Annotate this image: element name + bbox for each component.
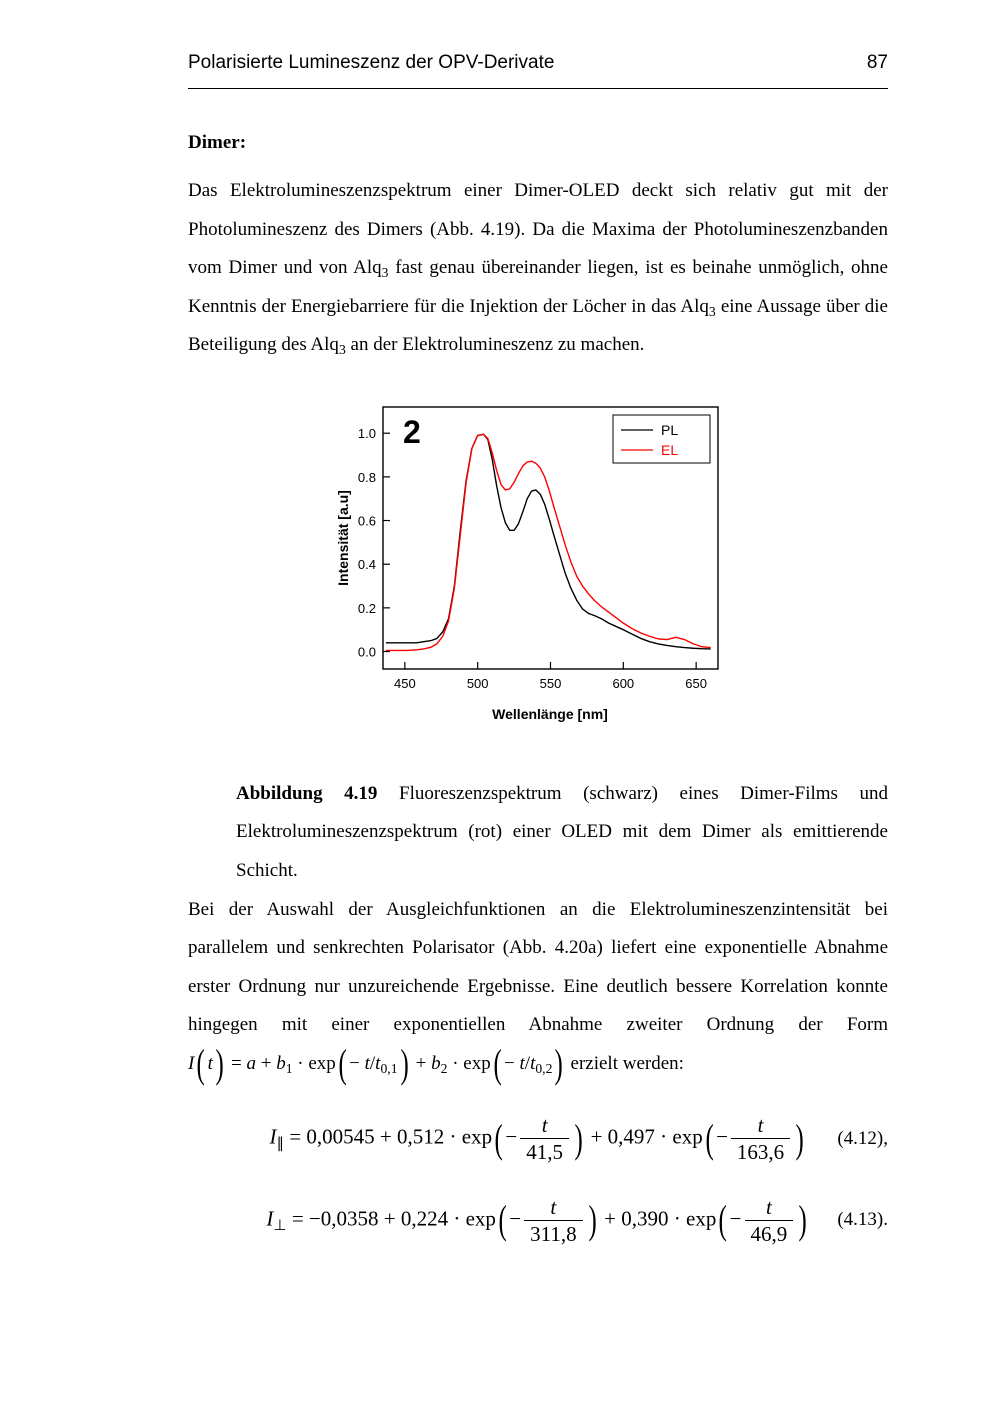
equation-4-12: $I_\parallel = 0,00545 + 0,512 \cdot \exp$( − $\frac{t}{41,5}$ ) + 0,497 · exp( − $\frac{t}{163,6}$ ) bbox=[269, 1113, 804, 1165]
paragraph-2-part-a: Bei der Auswahl der Ausgleichfunktionen an die Elektrolumineszenzintensität bei parallelem und senkrechten Polarisator (Abb. 4.20a) liefert eine exponentielle Abnahme erster Ordnung nur unzureichende Ergebnisse. Eine deutlich bessere Korrelation konnte hingegen mit einer exponentiellen Abnahme zweiter Ordnung der Form bbox=[188, 898, 888, 1036]
header-divider bbox=[188, 88, 888, 89]
eq-4-12-frac-1-den: 41,5 bbox=[520, 1138, 569, 1164]
eq-4-12-frac-2 bbox=[731, 1113, 790, 1164]
figure-caption-text: Fluoreszenzspektrum (schwarz) eines Dimer-Films und Elektrolumineszenzspektrum (rot) einer OLED mit dem Dimer als emittierende Schicht. bbox=[236, 782, 889, 881]
paragraph-2-part-b: erzielt werden: bbox=[570, 1052, 684, 1074]
paragraph-1-part-b: fast genau übereinander liegen, ist es beinahe unmöglich, ohne Kenntnis der Energiebarriere für die Injektion der Löcher in das Alq bbox=[188, 257, 888, 317]
x-tick-label: 550 bbox=[539, 675, 562, 691]
eq-4-13-frac-2 bbox=[745, 1195, 794, 1246]
eq-4-13-frac-1-den: 311,8 bbox=[524, 1220, 582, 1246]
eq-4-12-frac-1 bbox=[520, 1113, 569, 1164]
x-tick-label: 600 bbox=[612, 675, 635, 691]
equation-4-12-row bbox=[188, 1113, 888, 1164]
y-tick-label: 0.8 bbox=[357, 469, 376, 485]
eq-4-13-lhs-sub: ⊥ bbox=[273, 1217, 287, 1234]
inline-formula: I( $t) = a + b_1 \cdot \exp( - t/t_{0,1}) + b_2 \cdot \exp( - t/t_{0,2})$ bbox=[188, 1040, 564, 1086]
paragraph-2 bbox=[188, 891, 888, 1084]
alq-subscript-3: 3 bbox=[338, 342, 346, 358]
eq-4-12-number: (4.12), bbox=[837, 1127, 888, 1149]
eq-4-13-frac-2-num: t bbox=[765, 1194, 772, 1219]
paragraph-1-part-c: eine Aussage über die Beteiligung des Alq bbox=[188, 295, 888, 356]
eq-4-12-frac-2-num: t bbox=[757, 1113, 764, 1138]
paragraph-1 bbox=[188, 172, 888, 365]
equation-4-13: $I_\perp = -0,0358 + 0,224 \cdot \exp$( − $\frac{t}{311,8}$ ) + 0,390 · exp( − $\frac{t}{46,9}$ ) bbox=[266, 1194, 808, 1246]
figure-caption bbox=[236, 775, 888, 891]
chart-annotation-label: 2 bbox=[403, 413, 421, 450]
eq-4-13-rhs-const: = −0,0358 + 0,224 · exp bbox=[291, 1206, 496, 1231]
alq-subscript-1: 3 bbox=[381, 264, 389, 280]
x-tick-label: 450 bbox=[393, 675, 416, 691]
x-tick-label: 500 bbox=[466, 675, 489, 691]
y-tick-label: 0.6 bbox=[357, 513, 376, 529]
paragraph-1-part-d: an der Elektrolumineszenz zu machen. bbox=[345, 334, 645, 356]
eq-4-13-frac-1 bbox=[524, 1195, 582, 1246]
paragraph-1-part-a: Das Elektrolumineszenzspektrum einer Dimer-OLED deckt sich relativ gut mit der Photolumineszenz des Dimers (Abb. 4.19). Da die Maxima der Photolumineszenzbanden vom Dimer und von Alq bbox=[188, 180, 888, 279]
figure-4-19 bbox=[188, 387, 888, 757]
equation-4-13-row bbox=[188, 1195, 888, 1246]
chart-canvas bbox=[328, 387, 748, 757]
eq-4-12-rhs-const: = 0,00545 + 0,512 · exp bbox=[289, 1124, 493, 1149]
eq-4-12-lhs: I bbox=[269, 1124, 277, 1149]
chart-legend bbox=[613, 415, 710, 463]
chart-x-axis-title: Wellenlänge [nm] bbox=[492, 705, 608, 722]
figure-caption-label: Abbildung 4.19 bbox=[236, 782, 378, 804]
eq-4-13-mid: + 0,390 · exp bbox=[604, 1206, 717, 1231]
eq-4-13-number: (4.13). bbox=[837, 1209, 888, 1231]
eq-4-12-frac-2-den: 163,6 bbox=[731, 1138, 790, 1164]
y-tick-label: 1.0 bbox=[357, 426, 376, 442]
eq-4-13-frac-1-num: t bbox=[550, 1194, 557, 1219]
eq-4-12-lhs-sub: ∥ bbox=[276, 1136, 285, 1153]
page-header bbox=[188, 52, 888, 74]
eq-4-13-lhs: I bbox=[266, 1206, 274, 1231]
page-content bbox=[188, 132, 888, 1246]
eq-4-13-frac-2-den: 46,9 bbox=[745, 1220, 794, 1246]
page-number: 87 bbox=[866, 52, 888, 73]
alq-subscript-2: 3 bbox=[708, 303, 716, 319]
eq-4-12-frac-1-num: t bbox=[541, 1113, 548, 1138]
legend-label-pl: PL bbox=[661, 421, 679, 438]
x-tick-label: 650 bbox=[685, 675, 708, 691]
legend-label-el: EL bbox=[661, 441, 679, 458]
y-tick-label: 0.2 bbox=[357, 600, 376, 616]
y-tick-label: 0.4 bbox=[357, 557, 376, 573]
y-tick-label: 0.0 bbox=[357, 644, 376, 660]
chart-y-axis-title: Intensität [a.u] bbox=[335, 489, 351, 586]
running-title: Polarisierte Lumineszenz der OPV-Derivate bbox=[188, 52, 555, 73]
spectrum-chart bbox=[328, 387, 748, 757]
section-lead: Dimer: bbox=[188, 132, 247, 153]
eq-4-12-mid: + 0,497 · exp bbox=[590, 1124, 703, 1149]
